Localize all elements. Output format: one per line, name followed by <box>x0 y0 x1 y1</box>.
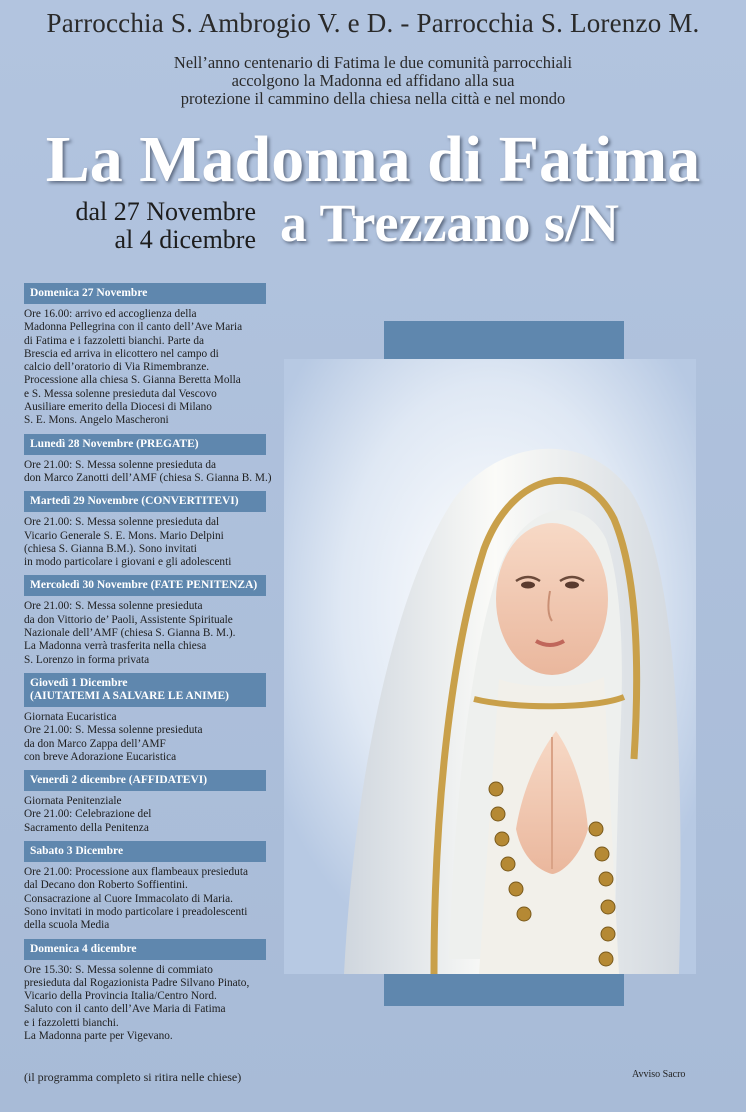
detail-line: Giornata Eucaristica <box>24 710 117 723</box>
day-heading-line: Mercoledì 30 Novembre (FATE PENITENZA) <box>30 579 258 592</box>
detail-line: di Fatima e i fazzoletti bianchi. Parte da <box>24 334 205 347</box>
day-details <box>24 791 274 841</box>
detail-line: don Marco Zanotti dell’AMF (chiesa S. Gianna B. M.) <box>24 471 272 484</box>
detail-line: Processione alla chiesa S. Gianna Beretta Molla <box>24 374 241 387</box>
place-title: a Trezzano s/N <box>280 193 619 253</box>
day-details <box>24 960 274 1050</box>
main-title: La Madonna di Fatima <box>45 123 701 196</box>
parishes-header: Parrocchia S. Ambrogio V. e D. - Parrocchia S. Lorenzo M. <box>46 8 700 38</box>
day-heading-line: Domenica 27 Novembre <box>30 287 148 299</box>
detail-line: Brescia ed arriva in elicottero nel campo di <box>24 347 219 360</box>
detail-line: Giornata Penitenziale <box>24 795 122 808</box>
detail-line: Ore 21.00: S. Messa solenne presieduta da <box>24 458 217 471</box>
detail-line: Sacramento della Penitenza <box>24 821 149 834</box>
schedule-day <box>24 434 274 492</box>
date-start: dal 27 Novembre <box>75 197 256 226</box>
detail-line: Vicario della Provincia Italia/Centro Nord. <box>24 990 217 1003</box>
day-heading <box>24 841 266 862</box>
day-heading <box>24 673 266 707</box>
detail-line: Ausiliare emerito della Diocesi di Milano <box>24 401 212 414</box>
detail-line: dal Decano don Roberto Soffientini. <box>24 879 188 892</box>
schedule-day <box>24 673 274 770</box>
detail-line: con breve Adorazione Eucaristica <box>24 750 177 763</box>
detail-line: Ore 21.00: S. Messa solenne presieduta dal <box>24 516 220 529</box>
detail-line: La Madonna verrà trasferita nella chiesa <box>24 640 207 653</box>
program-note: (il programma completo si ritira nelle chiese) <box>24 1070 242 1084</box>
day-heading-line: Giovedì 1 Dicembre <box>30 676 128 689</box>
detail-line: in modo particolare i giovani e gli adolescenti <box>24 556 232 569</box>
day-heading-line: Lunedì 28 Novembre (PREGATE) <box>30 437 199 450</box>
detail-line: Consacrazione al Cuore Immacolato di Maria. <box>24 892 233 905</box>
intro-line: protezione il cammino della chiesa nella città e nel mondo <box>180 89 566 108</box>
detail-line: Ore 16.00: arrivo ed accoglienza della <box>24 308 197 320</box>
day-details <box>24 707 274 770</box>
detail-line: Nazionale dell’AMF (chiesa S. Gianna B. M.). <box>24 627 236 640</box>
detail-line: della scuola Media <box>24 919 110 932</box>
schedule-day <box>24 770 274 841</box>
image-band-bottom <box>384 974 624 1006</box>
image-band-top <box>384 321 624 361</box>
detail-line: Saluto con il canto dell’Ave Maria di Fatima <box>24 1003 226 1016</box>
madonna-image <box>284 359 696 974</box>
detail-line: S. Lorenzo in forma privata <box>24 653 150 666</box>
detail-line: Ore 21.00: S. Messa solenne presieduta <box>24 600 203 613</box>
detail-line: da don Vittorio de’ Paoli, Assistente Spirituale <box>24 613 233 626</box>
schedule-day <box>24 491 274 575</box>
day-heading <box>24 434 266 455</box>
detail-line: Ore 21.00: Processione aux flambeaux presieduta <box>24 866 248 879</box>
detail-line: calcio dell’oratorio di Via Rimembranze. <box>24 361 210 374</box>
intro-line: accolgono la Madonna ed affidano alla sua <box>231 71 515 90</box>
day-heading-line: (AIUTATEMI A SALVARE LE ANIME) <box>30 689 229 702</box>
detail-line: e S. Messa solenne presieduta dal Vescovo <box>24 387 217 400</box>
schedule-day <box>24 939 274 1050</box>
schedule-day <box>24 283 274 434</box>
detail-line: La Madonna parte per Vigevano. <box>24 1029 173 1042</box>
detail-line: Vicario Generale S. E. Mons. Mario Delpini <box>24 529 224 542</box>
day-heading-line: Domenica 4 dicembre <box>30 942 137 955</box>
day-details <box>24 512 274 575</box>
date-range <box>75 198 256 254</box>
detail-line: da don Marco Zappa dell’AMF <box>24 737 166 750</box>
day-heading-line: Venerdì 2 dicembre (AFFIDATEVI) <box>30 774 208 787</box>
day-heading <box>24 770 266 791</box>
detail-line: Ore 15.30: S. Messa solenne di commiato <box>24 963 213 976</box>
date-end: al 4 dicembre <box>114 225 256 254</box>
detail-line: presieduta dal Rogazionista Padre Silvano Pinato, <box>24 976 250 989</box>
detail-line: (chiesa S. Gianna B.M.). Sono invitati <box>24 542 197 555</box>
day-details <box>24 862 274 938</box>
schedule-list <box>24 283 274 1049</box>
avviso-sacro-label: Avviso Sacro <box>632 1069 686 1080</box>
intro-text <box>110 54 636 108</box>
schedule-day <box>24 841 274 938</box>
day-heading <box>24 491 266 512</box>
detail-line: e i fazzoletti bianchi. <box>24 1016 119 1029</box>
day-heading-line: Sabato 3 Dicembre <box>30 845 124 858</box>
intro-line: Nell’anno centenario di Fatima le due comunità parrocchiali <box>173 53 573 72</box>
detail-line: Madonna Pellegrina con il canto dell’Ave Maria <box>24 321 243 334</box>
detail-line: Ore 21.00: Celebrazione del <box>24 808 152 821</box>
day-heading <box>24 283 266 304</box>
day-details <box>24 596 274 672</box>
schedule-day <box>24 575 274 672</box>
detail-line: Ore 21.00: S. Messa solenne presieduta <box>24 724 203 737</box>
detail-line: S. E. Mons. Angelo Mascheroni <box>24 414 169 427</box>
day-heading <box>24 575 266 596</box>
detail-line: Sono invitati in modo particolare i preadolescenti <box>24 905 248 918</box>
madonna-illustration <box>284 359 696 974</box>
day-heading <box>24 939 266 960</box>
day-details <box>24 455 274 492</box>
day-heading-line: Martedì 29 Novembre (CONVERTITEVI) <box>30 495 239 508</box>
day-details <box>24 304 274 434</box>
